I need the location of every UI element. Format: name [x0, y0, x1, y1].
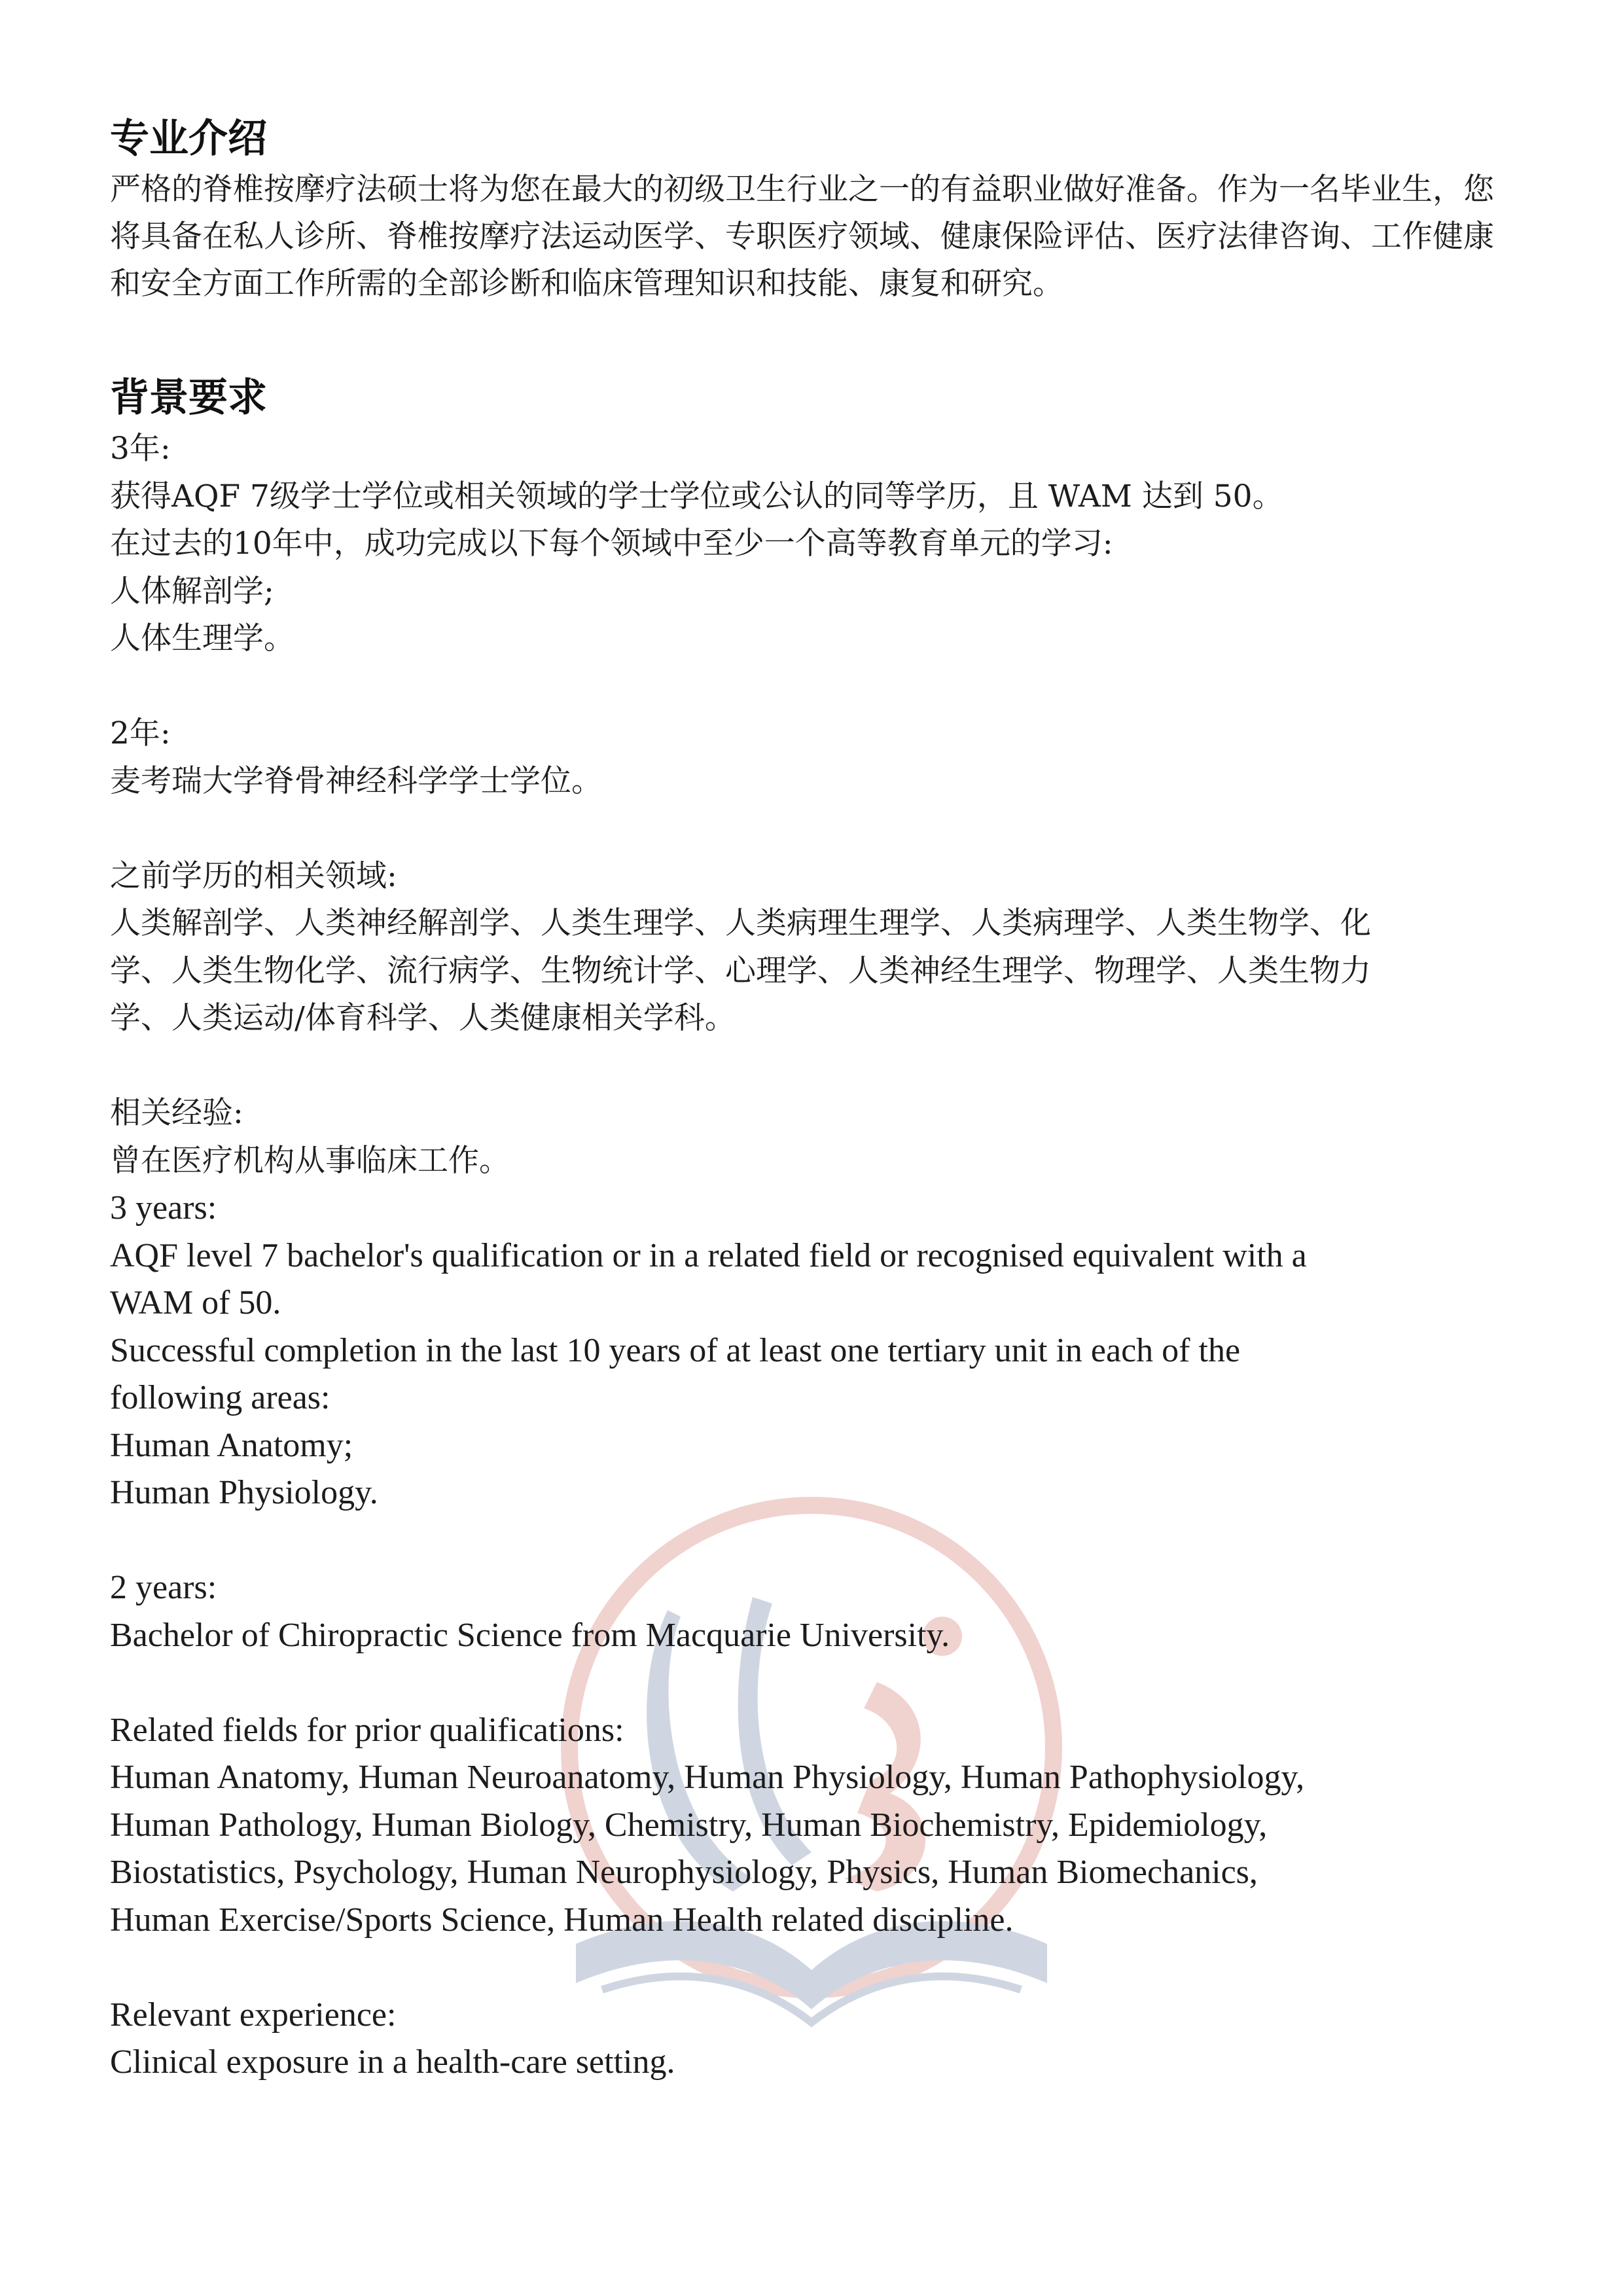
- requirement-line: 学、人类生物化学、流行病学、生物统计学、心理学、人类神经生理学、物理学、人类生物力: [110, 952, 1371, 989]
- requirement-line-en: Human Physiology.: [110, 1474, 378, 1511]
- requirement-line: 麦考瑞大学脊骨神经科学学士学位。: [110, 762, 602, 799]
- requirement-line: 人类解剖学、人类神经解剖学、人类生理学、人类病理生理学、人类病理学、人类生物学、化: [110, 905, 1371, 941]
- requirement-line-en: [110, 1659, 1524, 1707]
- requirement-line-en: AQF level 7 bachelor's qualification or in a related field or recognised equivalent with a: [110, 1236, 1307, 1274]
- section-spacer: [110, 308, 1524, 370]
- requirement-line-en: Bachelor of Chiropractic Science from Macquarie University.: [110, 1616, 950, 1654]
- requirement-line-en: Successful completion in the last 10 years of at least one tertiary unit in each of the: [110, 1331, 1241, 1369]
- requirement-line-en: Clinical exposure in a health-care setting.: [110, 2043, 675, 2081]
- requirements-english-block: [110, 1185, 1524, 2087]
- requirement-line: 之前学历的相关领域:: [110, 857, 397, 894]
- requirement-line-en: 2 years:: [110, 1569, 217, 1606]
- requirement-line-en: Human Anatomy;: [110, 1426, 353, 1464]
- requirement-line-en: WAM of 50.: [110, 1284, 281, 1321]
- requirement-line-en: Human Exercise/Sports Science, Human Health related discipline.: [110, 1901, 1014, 1939]
- requirements-chinese-block: [110, 425, 1524, 1185]
- requirement-line-en: Related fields for prior qualifications:: [110, 1711, 624, 1749]
- requirement-line-en: [110, 1944, 1524, 1992]
- requirement-line: [110, 1043, 1524, 1090]
- requirement-line: 相关经验:: [110, 1095, 243, 1131]
- requirement-line: 2年:: [110, 715, 171, 751]
- intro-heading: 专业介绍: [110, 116, 267, 162]
- requirement-line: 3年:: [110, 431, 171, 467]
- intro-paragraph: 严格的脊椎按摩疗法硕士将为您在最大的初级卫生行业之一的有益职业做好准备。作为一名毕业生，您将具备在私人诊所、脊椎按摩疗法运动医学、专职医疗领域、健康保险评估、医疗法律咨询、工作健康和安全方面工作所需的全部诊断和临床管理知识和技能、康复和研究。: [110, 171, 1494, 302]
- requirement-line: 曾在医疗机构从事临床工作。: [110, 1142, 510, 1179]
- requirement-line: 人体生理学。: [110, 620, 294, 656]
- requirement-line-en: Human Anatomy, Human Neuroanatomy, Human Physiology, Human Pathophysiology,: [110, 1759, 1305, 1796]
- requirement-line: [110, 805, 1524, 853]
- requirement-line: 在过去的10年中，成功完成以下每个领域中至少一个高等教育单元的学习:: [110, 526, 1113, 562]
- requirement-line-en: Relevant experience:: [110, 1996, 397, 2034]
- requirement-line-en: Human Pathology, Human Biology, Chemistry, Human Biochemistry, Epidemiology,: [110, 1806, 1268, 1844]
- requirement-line-en: 3 years:: [110, 1189, 217, 1227]
- requirement-line: 学、人类运动/体育科学、人类健康相关学科。: [110, 1000, 736, 1036]
- requirement-line: 获得AQF 7级学士学位或相关领域的学士学位或公认的同等学历，且 WAM 达到 50。: [110, 478, 1283, 514]
- requirement-line-en: Biostatistics, Psychology, Human Neurophysiology, Physics, Human Biomechanics,: [110, 1854, 1258, 1891]
- requirement-line: 人体解剖学;: [110, 573, 274, 609]
- requirement-line: [110, 663, 1524, 711]
- requirements-heading: 背景要求: [110, 375, 267, 421]
- requirement-line-en: following areas:: [110, 1379, 330, 1416]
- requirement-line-en: [110, 1517, 1524, 1565]
- document-page: [110, 111, 1524, 2087]
